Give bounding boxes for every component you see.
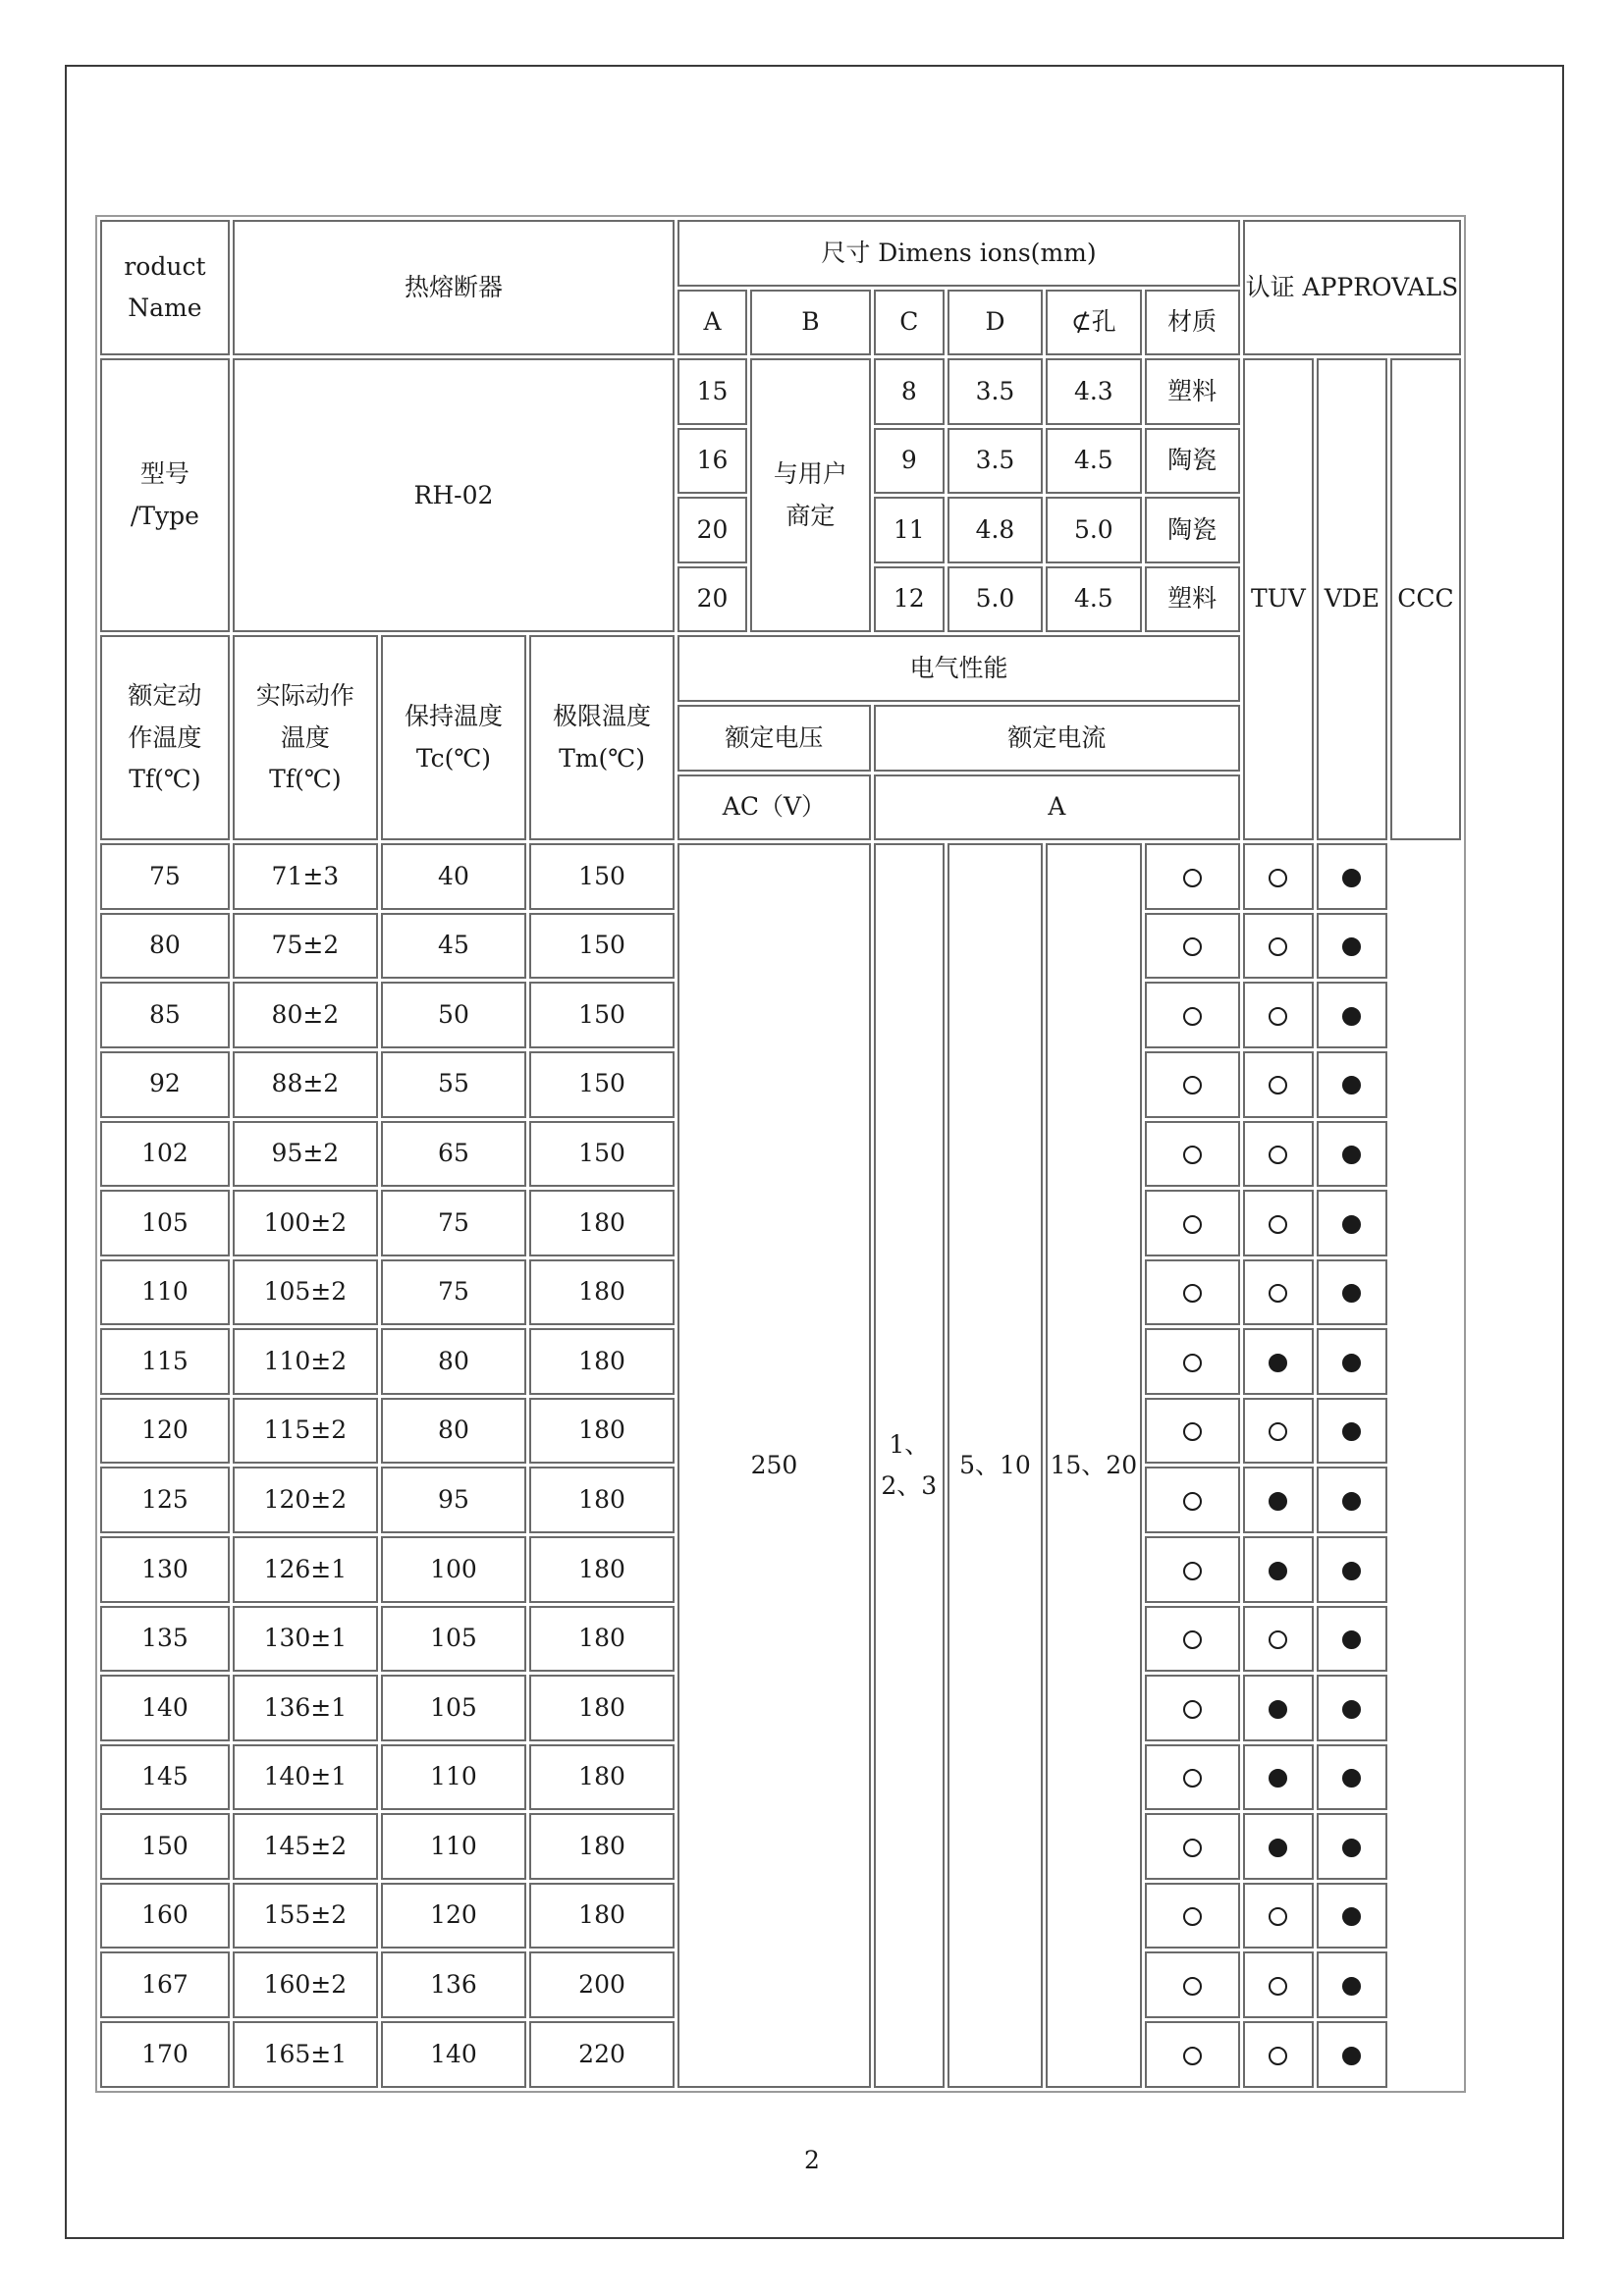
hold-temp-cell: 65 <box>381 1121 526 1188</box>
cert-vde-cell <box>1243 1121 1314 1188</box>
rated-temp-cell: 145 <box>100 1744 230 1811</box>
cert-tuv-cell <box>1145 1121 1240 1188</box>
cert-col-tuv: TUV <box>1243 358 1314 840</box>
cert-vde-cell <box>1243 843 1314 910</box>
cert-ccc-cell <box>1317 1190 1387 1256</box>
hold-temp-cell: 80 <box>381 1398 526 1465</box>
dim-b-value: 与用户 商定 <box>750 358 871 632</box>
cert-vde-cell <box>1243 1259 1314 1326</box>
cert-vde-cell <box>1243 1190 1314 1256</box>
cert-vde-cell <box>1243 1951 1314 2018</box>
filled-circle-icon <box>1342 1839 1361 1857</box>
limit-temp-cell: 150 <box>529 982 675 1048</box>
cert-ccc-cell <box>1317 1328 1387 1395</box>
limit-temp-cell: 180 <box>529 1467 675 1533</box>
dimensions-header: 尺寸 Dimens ions(mm) <box>677 220 1240 287</box>
rated-temp-cell: 160 <box>100 1883 230 1949</box>
actual-temp-cell: 126±1 <box>233 1536 378 1603</box>
cert-tuv-cell <box>1145 982 1240 1048</box>
rated-temp-cell: 105 <box>100 1190 230 1256</box>
limit-temp-cell: 180 <box>529 1536 675 1603</box>
empty-circle-icon <box>1183 1907 1202 1926</box>
empty-circle-icon <box>1183 2047 1202 2065</box>
dim-col-c: C <box>874 290 945 356</box>
empty-circle-icon <box>1183 869 1202 887</box>
limit-temp-cell: 220 <box>529 2021 675 2088</box>
cert-tuv-cell <box>1145 1606 1240 1673</box>
empty-circle-icon <box>1269 1907 1287 1926</box>
cert-ccc-cell <box>1317 1883 1387 1949</box>
empty-circle-icon <box>1183 1769 1202 1788</box>
limit-temp-cell: 180 <box>529 1606 675 1673</box>
cert-ccc-cell <box>1317 1675 1387 1741</box>
dim-c-3: 11 <box>874 497 945 563</box>
cert-ccc-cell <box>1317 843 1387 910</box>
fuse-spec-table <box>95 215 1466 2093</box>
rated-temp-header: 额定动 作温度 Tf(℃) <box>100 635 230 840</box>
cert-ccc-cell <box>1317 1467 1387 1533</box>
empty-circle-icon <box>1183 1630 1202 1649</box>
cert-tuv-cell <box>1145 1190 1240 1256</box>
current-value-3: 15、20 <box>1046 843 1141 2088</box>
hold-temp-cell: 55 <box>381 1051 526 1118</box>
cert-vde-cell <box>1243 913 1314 980</box>
filled-circle-icon <box>1342 1769 1361 1788</box>
dim-hole-3: 5.0 <box>1046 497 1141 563</box>
rated-voltage-header: 额定电压 <box>677 705 871 772</box>
filled-circle-icon <box>1342 1007 1361 1026</box>
cert-ccc-cell <box>1317 1813 1387 1880</box>
filled-circle-icon <box>1342 1977 1361 1996</box>
filled-circle-icon <box>1269 1769 1287 1788</box>
cert-vde-cell <box>1243 1467 1314 1533</box>
dim-d-2: 3.5 <box>947 428 1043 495</box>
empty-circle-icon <box>1183 1422 1202 1441</box>
cert-vde-cell <box>1243 1398 1314 1465</box>
rated-temp-cell: 140 <box>100 1675 230 1741</box>
limit-temp-header: 极限温度 Tm(℃) <box>529 635 675 840</box>
dim-a-2: 16 <box>677 428 747 495</box>
empty-circle-icon <box>1269 1284 1287 1303</box>
dim-hole-2: 4.5 <box>1046 428 1141 495</box>
actual-temp-cell: 155±2 <box>233 1883 378 1949</box>
hold-temp-cell: 75 <box>381 1190 526 1256</box>
filled-circle-icon <box>1269 1354 1287 1372</box>
cert-vde-cell <box>1243 1744 1314 1811</box>
empty-circle-icon <box>1269 1076 1287 1095</box>
cert-vde-cell <box>1243 1051 1314 1118</box>
filled-circle-icon <box>1269 1562 1287 1580</box>
empty-circle-icon <box>1269 2047 1287 2065</box>
rated-temp-cell: 125 <box>100 1467 230 1533</box>
cert-tuv-cell <box>1145 1328 1240 1395</box>
product-name-value: 热熔断器 <box>233 220 675 355</box>
cert-vde-cell <box>1243 1536 1314 1603</box>
filled-circle-icon <box>1342 869 1361 887</box>
limit-temp-cell: 180 <box>529 1813 675 1880</box>
empty-circle-icon <box>1183 1562 1202 1580</box>
dim-d-1: 3.5 <box>947 358 1043 425</box>
hold-temp-cell: 100 <box>381 1536 526 1603</box>
dim-col-d: D <box>947 290 1043 356</box>
rated-temp-cell: 170 <box>100 2021 230 2088</box>
empty-circle-icon <box>1269 1630 1287 1649</box>
cert-tuv-cell <box>1145 1398 1240 1465</box>
empty-circle-icon <box>1183 1076 1202 1095</box>
empty-circle-icon <box>1269 1146 1287 1164</box>
cert-tuv-cell <box>1145 913 1240 980</box>
cert-vde-cell <box>1243 1883 1314 1949</box>
rated-temp-cell: 130 <box>100 1536 230 1603</box>
approvals-header: 认证 APPROVALS <box>1243 220 1461 355</box>
cert-tuv-cell <box>1145 1675 1240 1741</box>
empty-circle-icon <box>1183 1146 1202 1164</box>
cert-ccc-cell <box>1317 982 1387 1048</box>
rated-temp-cell: 110 <box>100 1259 230 1326</box>
dim-a-3: 20 <box>677 497 747 563</box>
filled-circle-icon <box>1342 1354 1361 1372</box>
hold-temp-cell: 95 <box>381 1467 526 1533</box>
empty-circle-icon <box>1183 1284 1202 1303</box>
cert-ccc-cell <box>1317 1744 1387 1811</box>
filled-circle-icon <box>1342 1422 1361 1441</box>
dim-a-4: 20 <box>677 566 747 633</box>
empty-circle-icon <box>1269 1422 1287 1441</box>
cert-tuv-cell <box>1145 1883 1240 1949</box>
limit-temp-cell: 180 <box>529 1328 675 1395</box>
actual-temp-cell: 95±2 <box>233 1121 378 1188</box>
empty-circle-icon <box>1183 1007 1202 1026</box>
hold-temp-cell: 75 <box>381 1259 526 1326</box>
cert-vde-cell <box>1243 1606 1314 1673</box>
filled-circle-icon <box>1342 1284 1361 1303</box>
cert-vde-cell <box>1243 1813 1314 1880</box>
actual-temp-cell: 80±2 <box>233 982 378 1048</box>
empty-circle-icon <box>1183 1354 1202 1372</box>
rated-temp-cell: 102 <box>100 1121 230 1188</box>
dim-d-4: 5.0 <box>947 566 1043 633</box>
cert-tuv-cell <box>1145 1536 1240 1603</box>
empty-circle-icon <box>1183 1215 1202 1234</box>
hold-temp-cell: 45 <box>381 913 526 980</box>
actual-temp-cell: 140±1 <box>233 1744 378 1811</box>
actual-temp-cell: 130±1 <box>233 1606 378 1673</box>
cert-col-ccc: CCC <box>1390 358 1461 840</box>
limit-temp-cell: 150 <box>529 1051 675 1118</box>
cert-tuv-cell <box>1145 1813 1240 1880</box>
cert-ccc-cell <box>1317 1951 1387 2018</box>
cert-ccc-cell <box>1317 2021 1387 2088</box>
empty-circle-icon <box>1269 1007 1287 1026</box>
cert-tuv-cell <box>1145 1467 1240 1533</box>
actual-temp-cell: 88±2 <box>233 1051 378 1118</box>
dim-material-4: 塑料 <box>1145 566 1240 633</box>
cert-tuv-cell <box>1145 1951 1240 2018</box>
hold-temp-cell: 105 <box>381 1606 526 1673</box>
limit-temp-cell: 180 <box>529 1398 675 1465</box>
cert-vde-cell <box>1243 1675 1314 1741</box>
limit-temp-cell: 150 <box>529 913 675 980</box>
filled-circle-icon <box>1269 1492 1287 1511</box>
dim-a-1: 15 <box>677 358 747 425</box>
dim-c-1: 8 <box>874 358 945 425</box>
product-name-label: roduct Name <box>100 220 230 355</box>
dim-hole-1: 4.3 <box>1046 358 1141 425</box>
empty-circle-icon <box>1183 937 1202 956</box>
filled-circle-icon <box>1342 1907 1361 1926</box>
cert-vde-cell <box>1243 982 1314 1048</box>
filled-circle-icon <box>1342 1700 1361 1719</box>
rated-temp-cell: 120 <box>100 1398 230 1465</box>
empty-circle-icon <box>1269 1977 1287 1996</box>
rated-temp-cell: 80 <box>100 913 230 980</box>
limit-temp-cell: 150 <box>529 1121 675 1188</box>
cert-ccc-cell <box>1317 1121 1387 1188</box>
hold-temp-cell: 140 <box>381 2021 526 2088</box>
actual-temp-cell: 115±2 <box>233 1398 378 1465</box>
filled-circle-icon <box>1342 1146 1361 1164</box>
empty-circle-icon <box>1269 869 1287 887</box>
hold-temp-header: 保持温度 Tc(℃) <box>381 635 526 840</box>
actual-temp-cell: 160±2 <box>233 1951 378 2018</box>
hold-temp-cell: 40 <box>381 843 526 910</box>
electrical-header: 电气性能 <box>677 635 1240 702</box>
filled-circle-icon <box>1342 1492 1361 1511</box>
dim-material-2: 陶瓷 <box>1145 428 1240 495</box>
hold-temp-cell: 136 <box>381 1951 526 2018</box>
filled-circle-icon <box>1269 1700 1287 1719</box>
actual-temp-cell: 165±1 <box>233 2021 378 2088</box>
type-label: 型号 /Type <box>100 358 230 632</box>
rated-current-header: 额定电流 <box>874 705 1240 772</box>
actual-temp-cell: 105±2 <box>233 1259 378 1326</box>
filled-circle-icon <box>1342 937 1361 956</box>
limit-temp-cell: 180 <box>529 1675 675 1741</box>
actual-temp-cell: 75±2 <box>233 913 378 980</box>
actual-temp-cell: 136±1 <box>233 1675 378 1741</box>
cert-vde-cell <box>1243 1328 1314 1395</box>
page-number: 2 <box>804 2146 820 2174</box>
limit-temp-cell: 180 <box>529 1883 675 1949</box>
empty-circle-icon <box>1183 1977 1202 1996</box>
rated-temp-cell: 75 <box>100 843 230 910</box>
cert-tuv-cell <box>1145 1744 1240 1811</box>
cert-ccc-cell <box>1317 913 1387 980</box>
filled-circle-icon <box>1342 1630 1361 1649</box>
dim-c-2: 9 <box>874 428 945 495</box>
cert-tuv-cell <box>1145 843 1240 910</box>
hold-temp-cell: 50 <box>381 982 526 1048</box>
voltage-value: 250 <box>677 843 871 2088</box>
empty-circle-icon <box>1183 1492 1202 1511</box>
hold-temp-cell: 105 <box>381 1675 526 1741</box>
dim-c-4: 12 <box>874 566 945 633</box>
dim-col-a: A <box>677 290 747 356</box>
dim-hole-4: 4.5 <box>1046 566 1141 633</box>
cert-ccc-cell <box>1317 1259 1387 1326</box>
empty-circle-icon <box>1269 1215 1287 1234</box>
limit-temp-cell: 180 <box>529 1259 675 1326</box>
filled-circle-icon <box>1342 2047 1361 2065</box>
filled-circle-icon <box>1342 1076 1361 1095</box>
table-row <box>100 843 1461 910</box>
cert-ccc-cell <box>1317 1051 1387 1118</box>
type-value: RH-02 <box>233 358 675 632</box>
actual-temp-cell: 110±2 <box>233 1328 378 1395</box>
actual-temp-cell: 71±3 <box>233 843 378 910</box>
empty-circle-icon <box>1183 1700 1202 1719</box>
filled-circle-icon <box>1342 1215 1361 1234</box>
hold-temp-cell: 120 <box>381 1883 526 1949</box>
rated-temp-cell: 92 <box>100 1051 230 1118</box>
cert-ccc-cell <box>1317 1536 1387 1603</box>
current-value-2: 5、10 <box>947 843 1043 2088</box>
cert-tuv-cell <box>1145 1051 1240 1118</box>
dim-col-b: B <box>750 290 871 356</box>
cert-tuv-cell <box>1145 2021 1240 2088</box>
dim-d-3: 4.8 <box>947 497 1043 563</box>
actual-temp-cell: 100±2 <box>233 1190 378 1256</box>
voltage-unit: AC（V） <box>677 774 871 841</box>
dim-col-material: 材质 <box>1145 290 1240 356</box>
filled-circle-icon <box>1342 1562 1361 1580</box>
actual-temp-cell: 120±2 <box>233 1467 378 1533</box>
filled-circle-icon <box>1269 1839 1287 1857</box>
rated-temp-cell: 150 <box>100 1813 230 1880</box>
current-value-1: 1、2、3 <box>874 843 945 2088</box>
rated-temp-cell: 85 <box>100 982 230 1048</box>
cert-tuv-cell <box>1145 1259 1240 1326</box>
limit-temp-cell: 180 <box>529 1744 675 1811</box>
cert-vde-cell <box>1243 2021 1314 2088</box>
hold-temp-cell: 80 <box>381 1328 526 1395</box>
empty-circle-icon <box>1183 1839 1202 1857</box>
dim-material-1: 塑料 <box>1145 358 1240 425</box>
hold-temp-cell: 110 <box>381 1813 526 1880</box>
actual-temp-cell: 145±2 <box>233 1813 378 1880</box>
rated-temp-cell: 115 <box>100 1328 230 1395</box>
rated-temp-cell: 135 <box>100 1606 230 1673</box>
cert-ccc-cell <box>1317 1398 1387 1465</box>
limit-temp-cell: 200 <box>529 1951 675 2018</box>
empty-circle-icon <box>1269 937 1287 956</box>
limit-temp-cell: 180 <box>529 1190 675 1256</box>
rated-temp-cell: 167 <box>100 1951 230 2018</box>
actual-temp-header: 实际动作 温度 Tf(℃) <box>233 635 378 840</box>
current-unit: A <box>874 774 1240 841</box>
hold-temp-cell: 110 <box>381 1744 526 1811</box>
cert-ccc-cell <box>1317 1606 1387 1673</box>
dim-col-hole: ⊄孔 <box>1046 290 1141 356</box>
cert-col-vde: VDE <box>1317 358 1387 840</box>
dim-material-3: 陶瓷 <box>1145 497 1240 563</box>
limit-temp-cell: 150 <box>529 843 675 910</box>
